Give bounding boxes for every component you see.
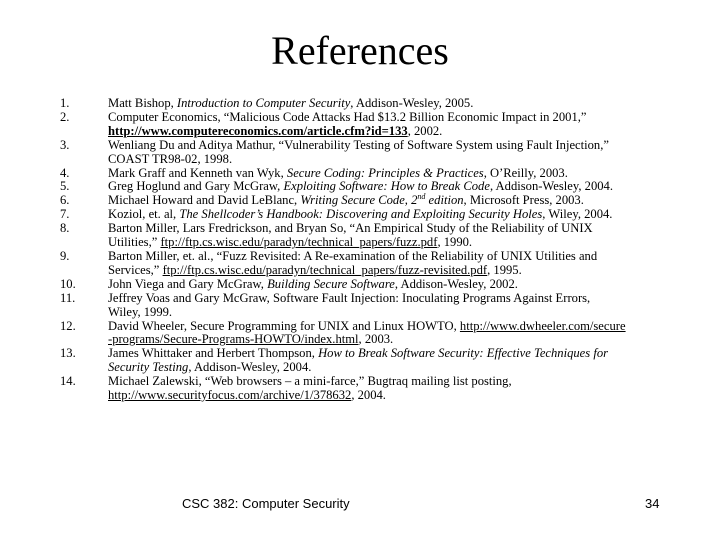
reference-text: [108, 208, 700, 222]
reference-link[interactable]: ftp://ftp.cs.wisc.edu/paradyn/technical_papers/fuzz-revisited.pdf: [162, 262, 488, 277]
reference-segment: Wenliang Du and Aditya Mathur, “Vulnerability Testing of Software System using Fault Injection,”: [108, 137, 609, 152]
reference-number: 10.: [60, 276, 76, 291]
reference-link[interactable]: -programs/Secure-Programs-HOWTO/index.html: [108, 332, 359, 347]
reference-segment: , 1995.: [487, 262, 522, 277]
reference-segment: Exploiting Software: How to Break Code: [283, 179, 490, 194]
reference-segment: , Addison-Wesley, 2004.: [188, 360, 312, 375]
reference-text: [108, 194, 700, 208]
reference-segment: COAST TR98-02, 1998.: [108, 151, 233, 166]
footer-course-label: CSC 382: Computer Security: [182, 496, 350, 511]
reference-segment: Matt Bishop,: [108, 96, 177, 110]
reference-item: [60, 278, 700, 292]
reference-line: [108, 167, 700, 181]
reference-text: [108, 347, 700, 375]
reference-item: [60, 139, 700, 167]
reference-line: [108, 139, 700, 153]
reference-text: [108, 97, 700, 111]
reference-segment: , Microsoft Press, 2003.: [463, 193, 584, 208]
reference-line: [108, 278, 700, 292]
reference-segment: Mark Graff and Kenneth van Wyk,: [108, 165, 287, 180]
reference-line: [108, 333, 700, 347]
reference-link[interactable]: http://www.computereconomics.com/article.cfm?id=133: [108, 123, 408, 138]
reference-line: [108, 389, 700, 403]
reference-segment: , 2004.: [351, 388, 386, 403]
reference-segment: Building Secure Software: [267, 276, 395, 291]
reference-line: [108, 153, 700, 167]
reference-segment: Introduction to Computer Security: [176, 96, 351, 110]
reference-item: [60, 222, 700, 250]
reference-segment: Utilities,”: [108, 235, 161, 250]
reference-text: [108, 278, 700, 292]
reference-segment: Greg Hoglund and Gary McGraw,: [108, 179, 284, 194]
reference-item: [60, 375, 700, 403]
reference-segment: How to Break Software Security: Effective Techniques for: [318, 346, 609, 361]
reference-item: [60, 320, 700, 348]
reference-segment: , Addison-Wesley, 2002.: [394, 276, 518, 291]
reference-number: 14.: [60, 374, 76, 389]
page-number: 34: [645, 496, 660, 511]
reference-item: [60, 167, 700, 181]
reference-number: 2.: [60, 109, 70, 124]
reference-item: [60, 97, 700, 111]
reference-item: [60, 194, 700, 208]
reference-segment: , Addison-Wesley, 2004.: [489, 179, 613, 194]
reference-number: 6.: [60, 193, 70, 208]
reference-segment: , 1990.: [437, 235, 473, 250]
reference-line: [108, 250, 700, 264]
reference-number: 9.: [60, 248, 70, 263]
reference-number: 3.: [60, 137, 70, 152]
reference-line: [108, 306, 700, 320]
reference-segment: Computer Economics, “Malicious Code Attacks Had $13.2 Billion Economic Impact in 2001,”: [108, 109, 587, 124]
reference-text: [108, 375, 700, 403]
reference-number: 5.: [60, 179, 70, 194]
reference-segment: , 2003.: [358, 332, 394, 347]
reference-segment: Koziol, et. al,: [108, 207, 180, 222]
reference-number: 8.: [60, 221, 70, 236]
reference-line: [108, 236, 700, 250]
reference-link[interactable]: ftp://ftp.cs.wisc.edu/paradyn/technical_papers/fuzz.pdf: [160, 235, 438, 250]
reference-number: 4.: [60, 165, 70, 180]
reference-number: 13.: [60, 346, 76, 361]
reference-segment: edition: [425, 193, 464, 208]
reference-segment: The Shellcoder’s Handbook: Discovering and Exploiting Security Holes: [179, 207, 543, 222]
references-list: [60, 97, 700, 403]
reference-text: [108, 292, 700, 320]
reference-text: [108, 167, 700, 181]
reference-line: [108, 361, 700, 375]
reference-segment: , O’Reilly, 2003.: [483, 165, 568, 180]
reference-number: 12.: [60, 318, 76, 333]
reference-segment: nd: [417, 192, 426, 202]
reference-text: [108, 222, 700, 250]
reference-number: 7.: [60, 207, 70, 222]
reference-line: [108, 194, 700, 208]
reference-link[interactable]: http://www.securityfocus.com/archive/1/378632: [108, 388, 352, 403]
reference-item: [60, 111, 700, 139]
reference-item: [60, 292, 700, 320]
slide-title: References: [271, 28, 449, 73]
reference-segment: Security Testing: [108, 360, 189, 375]
reference-segment: Barton Miller, et. al., “Fuzz Revisited: A Re-examination of the Reliability of UNIX Utilities and: [108, 248, 598, 263]
reference-text: [108, 320, 700, 348]
reference-segment: Jeffrey Voas and Gary McGraw, Software Fault Injection: Inoculating Programs Against Errors,: [108, 290, 591, 305]
reference-segment: Michael Zalewski, “Web browsers – a mini-farce,” Bugtraq mailing list posting,: [108, 374, 512, 389]
reference-line: [108, 125, 700, 139]
reference-line: [108, 111, 700, 125]
reference-segment: Writing Secure Code, 2: [300, 193, 418, 208]
reference-text: [108, 139, 700, 167]
reference-line: [108, 320, 700, 334]
reference-segment: , Wiley, 2004.: [542, 207, 613, 222]
reference-line: [108, 222, 700, 236]
reference-segment: James Whittaker and Herbert Thompson,: [108, 346, 319, 361]
reference-line: [108, 347, 700, 361]
reference-segment: Secure Coding: Principles & Practices: [286, 165, 484, 180]
reference-segment: David Wheeler, Secure Programming for UNIX and Linux HOWTO,: [108, 318, 460, 333]
reference-text: [108, 111, 700, 139]
reference-text: [108, 250, 700, 278]
reference-link[interactable]: http://www.dwheeler.com/secure: [459, 318, 626, 333]
reference-segment: , 2002.: [407, 123, 443, 138]
reference-line: [108, 97, 700, 111]
reference-line: [108, 208, 700, 222]
reference-segment: Barton Miller, Lars Fredrickson, and Bryan So, “An Empirical Study of the Reliability of UNIX: [108, 221, 593, 236]
reference-segment: Services,”: [108, 262, 163, 277]
reference-segment: John Viega and Gary McGraw,: [108, 276, 268, 291]
reference-segment: , Addison-Wesley, 2005.: [350, 96, 474, 110]
reference-item: [60, 347, 700, 375]
reference-item: [60, 250, 700, 278]
reference-line: [108, 292, 700, 306]
reference-number: 11.: [60, 290, 76, 305]
reference-segment: Wiley, 1999.: [108, 304, 173, 319]
reference-number: 1.: [60, 96, 70, 110]
reference-segment: Michael Howard and David LeBlanc,: [108, 193, 301, 208]
reference-line: [108, 264, 700, 278]
reference-item: [60, 208, 700, 222]
reference-line: [108, 375, 700, 389]
